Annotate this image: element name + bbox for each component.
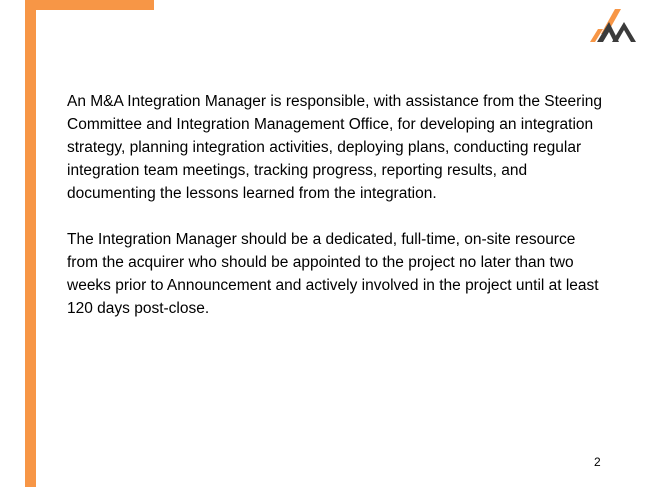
company-logo-icon (588, 8, 638, 44)
page-number: 2 (594, 455, 601, 469)
body-text (67, 90, 607, 343)
paragraph-integration-manager-role: An M&A Integration Manager is responsible, with assistance from the Steering Committee and Integration Management Office, for developing an integration strategy, planning integration activities, deploying plans, conducting regular integration team meetings, tracking progress, reporting results, and documenting the lessons learned from the integration. (67, 93, 603, 202)
accent-bar-left (25, 0, 36, 487)
accent-bar-top (25, 0, 154, 10)
paragraph-integration-manager-staffing: The Integration Manager should be a dedicated, full-time, on-site resource from the acquirer who should be appointed to the project no later than two weeks prior to Announcement and actively involved in the project until at least 120 days post-close. (67, 231, 599, 317)
